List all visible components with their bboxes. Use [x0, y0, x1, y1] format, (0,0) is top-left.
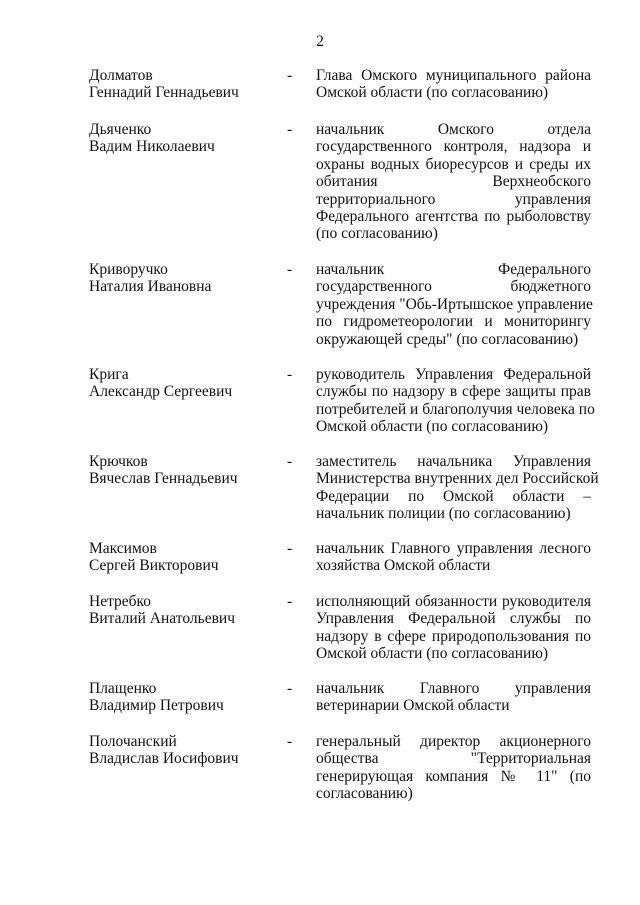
member-name: [89, 733, 279, 768]
member-given-names: Владислав Иосифович: [89, 750, 239, 768]
position-line: хозяйства Омской области: [316, 557, 491, 575]
member-surname: Крига: [89, 366, 129, 383]
member-name: [89, 680, 279, 715]
separator-dash: -: [287, 453, 293, 470]
position-line: Глава Омского муниципального района: [316, 67, 591, 84]
member-given-names: Геннадий Геннадьевич: [89, 84, 239, 102]
member-surname: Полочанский: [89, 733, 177, 750]
member-position: [316, 453, 599, 523]
member-position: [316, 593, 591, 663]
position-line: территориального управления: [316, 190, 591, 208]
position-line: обитания Верхнеобского: [316, 173, 591, 191]
page-number: 2: [316, 33, 324, 50]
member-given-names: Владимир Петрович: [89, 697, 224, 715]
member-given-names: Виталий Анатольевич: [89, 610, 235, 628]
member-surname: Долматов: [89, 67, 153, 84]
position-line: государственного бюджетного: [316, 278, 591, 296]
member-name: [89, 366, 279, 401]
position-line: начальник Федерального: [316, 261, 591, 278]
position-line: генеральный директор акционерного: [316, 733, 591, 750]
position-line: генерирующая компания № 11" (по: [316, 767, 591, 785]
position-line: Омской области (по согласованию): [316, 645, 549, 663]
position-line: согласованию): [316, 785, 413, 803]
separator-dash: -: [287, 366, 293, 383]
position-line: начальник Омского отдела: [316, 121, 591, 138]
member-name: [89, 540, 279, 575]
member-surname: Дьяченко: [89, 121, 152, 138]
member-position: [316, 67, 591, 102]
separator-dash: -: [287, 733, 293, 750]
position-line: службы по надзору в сфере защиты прав: [316, 383, 591, 401]
position-line: начальник полиции (по согласованию): [316, 505, 571, 523]
member-name: [89, 593, 279, 628]
separator-dash: -: [287, 680, 293, 697]
position-line: начальник Главного управления лесного: [316, 540, 591, 557]
position-line: руководитель Управления Федеральной: [316, 366, 591, 383]
position-line: Омской области (по согласованию): [316, 84, 549, 102]
member-surname: Нетребко: [89, 593, 152, 610]
member-position: [316, 540, 591, 575]
position-line: Министерства внутренних дел Российской: [316, 470, 599, 488]
separator-dash: -: [287, 121, 293, 138]
member-given-names: Александр Сергеевич: [89, 383, 233, 401]
member-position: [316, 261, 591, 348]
member-surname: Крючков: [89, 453, 148, 470]
position-line: Федерации по Омской области –: [316, 487, 591, 505]
separator-dash: -: [287, 67, 293, 84]
member-position: [316, 733, 591, 803]
member-position: [316, 680, 591, 715]
position-line: начальник Главного управления: [316, 680, 591, 697]
position-line: учреждения "Обь-Иртышское управление: [316, 295, 593, 313]
member-position: [316, 121, 591, 243]
separator-dash: -: [287, 540, 293, 557]
position-line: ветеринарии Омской области: [316, 697, 510, 715]
member-name: [89, 453, 279, 488]
member-surname: Максимов: [89, 540, 157, 557]
member-given-names: Наталия Ивановна: [89, 278, 212, 296]
position-line: Управления Федеральной службы по: [316, 610, 591, 628]
member-position: [316, 366, 595, 436]
member-name: [89, 67, 279, 102]
member-given-names: Вадим Николаевич: [89, 138, 215, 156]
member-surname: Криворучко: [89, 261, 168, 278]
member-name: [89, 261, 279, 296]
position-line: по гидрометеорологии и мониторингу: [316, 313, 591, 331]
position-line: исполняющий обязанности руководителя: [316, 593, 591, 610]
position-line: потребителей и благополучия человека по: [316, 400, 595, 418]
separator-dash: -: [287, 261, 293, 278]
position-line: надзору в сфере природопользования по: [316, 627, 591, 645]
position-line: государственного контроля, надзора и: [316, 138, 591, 156]
member-surname: Плащенко: [89, 680, 157, 697]
position-line: общества "Территориальная: [316, 750, 591, 768]
position-line: заместитель начальника Управления: [316, 453, 591, 470]
member-name: [89, 121, 279, 156]
member-given-names: Сергей Викторович: [89, 557, 219, 575]
member-given-names: Вячеслав Геннадьевич: [89, 470, 238, 488]
position-line: Федерального агентства по рыболовству: [316, 207, 591, 225]
separator-dash: -: [287, 593, 293, 610]
position-line: окружающей среды" (по согласованию): [316, 330, 579, 348]
position-line: Омской области (по согласованию): [316, 418, 549, 436]
position-line: охраны водных биоресурсов и среды их: [316, 155, 591, 173]
position-line: (по согласованию): [316, 225, 438, 243]
